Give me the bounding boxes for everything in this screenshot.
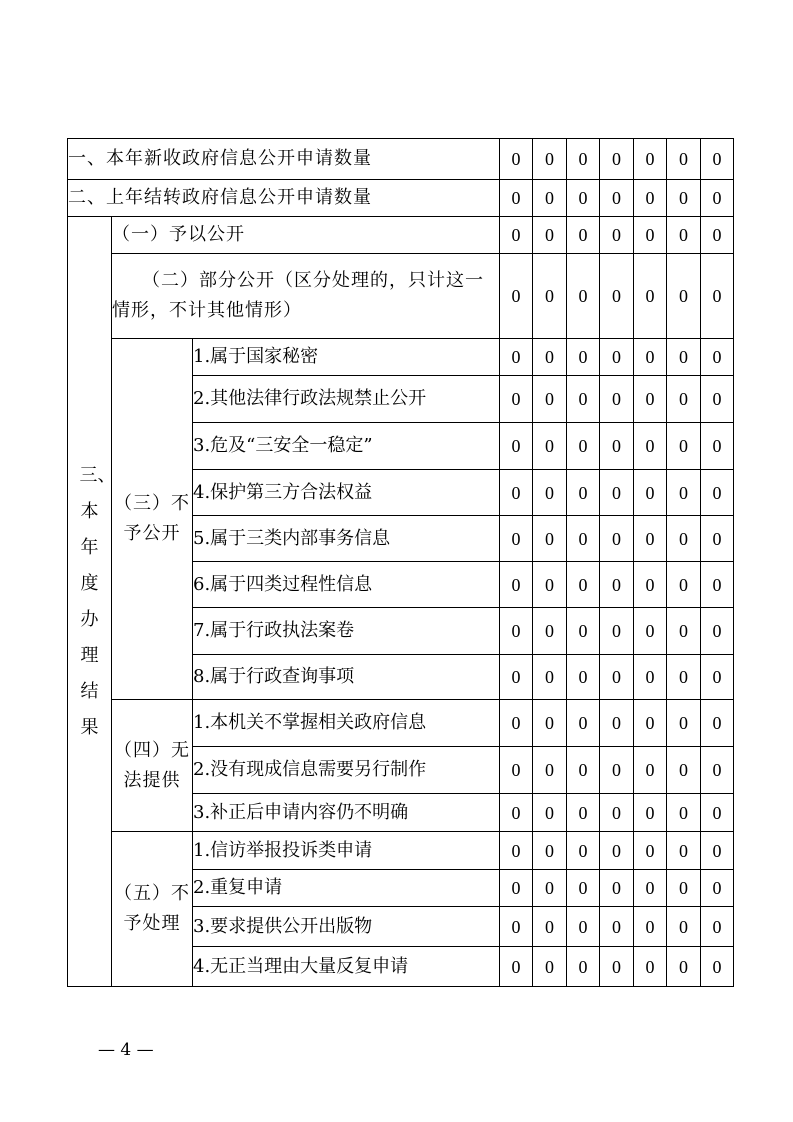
cell-value: 0 xyxy=(567,339,600,376)
row-label-refuse: 3.危及“三安全一稳定” xyxy=(193,423,500,470)
row-label-unable: 1.本机关不掌握相关政府信息 xyxy=(193,700,500,747)
cell-value: 0 xyxy=(567,794,600,832)
cell-value: 0 xyxy=(701,180,734,217)
row-label-refuse: 8.属于行政查询事项 xyxy=(193,655,500,700)
cell-value: 0 xyxy=(600,608,634,655)
cell-value: 0 xyxy=(533,139,567,180)
group-unable: （四）无法提供 xyxy=(112,700,193,832)
cell-value: 0 xyxy=(600,947,634,987)
cell-value: 0 xyxy=(500,470,533,516)
cell-value: 0 xyxy=(500,562,533,608)
row-label-not-processed: 2.重复申请 xyxy=(193,870,500,907)
cell-value: 0 xyxy=(634,376,667,423)
cell-value: 0 xyxy=(634,562,667,608)
cell-value: 0 xyxy=(533,608,567,655)
cell-value: 0 xyxy=(533,700,567,747)
cell-value: 0 xyxy=(500,516,533,562)
cell-value: 0 xyxy=(533,339,567,376)
page-number: — 4 — xyxy=(98,1040,154,1060)
cell-value: 0 xyxy=(567,217,600,254)
cell-value: 0 xyxy=(600,747,634,794)
cell-value: 0 xyxy=(667,655,701,700)
cell-value: 0 xyxy=(701,376,734,423)
cell-value: 0 xyxy=(567,562,600,608)
cell-value: 0 xyxy=(500,608,533,655)
cell-value: 0 xyxy=(600,870,634,907)
row-label-not-processed: 3.要求提供公开出版物 xyxy=(193,907,500,947)
cell-value: 0 xyxy=(533,794,567,832)
cell-value: 0 xyxy=(500,254,533,339)
cell-value: 0 xyxy=(667,139,701,180)
cell-value: 0 xyxy=(533,217,567,254)
cell-value: 0 xyxy=(701,516,734,562)
cell-value: 0 xyxy=(701,254,734,339)
cell-value: 0 xyxy=(600,180,634,217)
row-label-not-processed: 4.无正当理由大量反复申请 xyxy=(193,947,500,987)
cell-value: 0 xyxy=(600,470,634,516)
cell-value: 0 xyxy=(634,254,667,339)
cell-value: 0 xyxy=(567,870,600,907)
cell-value: 0 xyxy=(667,947,701,987)
cell-value: 0 xyxy=(533,516,567,562)
row-label-refuse: 5.属于三类内部事务信息 xyxy=(193,516,500,562)
cell-value: 0 xyxy=(667,376,701,423)
cell-value: 0 xyxy=(567,907,600,947)
cell-value: 0 xyxy=(533,747,567,794)
cell-value: 0 xyxy=(567,747,600,794)
group-refuse: （三）不予公开 xyxy=(112,339,193,700)
cell-value: 0 xyxy=(567,608,600,655)
cell-value: 0 xyxy=(600,339,634,376)
row-label-partial: （二）部分公开（区分处理的，只计这一情形，不计其他情形） xyxy=(112,254,500,339)
row-label-refuse: 4.保护第三方合法权益 xyxy=(193,470,500,516)
cell-value: 0 xyxy=(533,423,567,470)
cell-value: 0 xyxy=(567,139,600,180)
cell-value: 0 xyxy=(567,832,600,870)
cell-value: 0 xyxy=(600,139,634,180)
cell-value: 0 xyxy=(667,339,701,376)
cell-value: 0 xyxy=(500,339,533,376)
cell-value: 0 xyxy=(533,562,567,608)
cell-value: 0 xyxy=(567,376,600,423)
cell-value: 0 xyxy=(634,608,667,655)
cell-value: 0 xyxy=(533,655,567,700)
cell-value: 0 xyxy=(634,870,667,907)
cell-value: 0 xyxy=(500,139,533,180)
row-label-refuse: 1.属于国家秘密 xyxy=(193,339,500,376)
row-label-refuse: 7.属于行政执法案卷 xyxy=(193,608,500,655)
cell-value: 0 xyxy=(500,747,533,794)
cell-value: 0 xyxy=(533,907,567,947)
cell-value: 0 xyxy=(600,794,634,832)
cell-value: 0 xyxy=(600,907,634,947)
cell-value: 0 xyxy=(667,907,701,947)
cell-value: 0 xyxy=(634,947,667,987)
cell-value: 0 xyxy=(701,700,734,747)
cell-value: 0 xyxy=(600,254,634,339)
cell-value: 0 xyxy=(667,217,701,254)
row-label-unable: 2.没有现成信息需要另行制作 xyxy=(193,747,500,794)
cell-value: 0 xyxy=(634,516,667,562)
cell-value: 0 xyxy=(701,870,734,907)
cell-value: 0 xyxy=(533,376,567,423)
table-row xyxy=(68,339,734,376)
cell-value: 0 xyxy=(701,562,734,608)
cell-value: 0 xyxy=(701,608,734,655)
cell-value: 0 xyxy=(533,832,567,870)
cell-value: 0 xyxy=(634,217,667,254)
cell-value: 0 xyxy=(500,832,533,870)
disclosure-table xyxy=(67,138,734,987)
cell-value: 0 xyxy=(500,870,533,907)
cell-value: 0 xyxy=(667,700,701,747)
cell-value: 0 xyxy=(500,794,533,832)
cell-value: 0 xyxy=(701,217,734,254)
cell-value: 0 xyxy=(567,700,600,747)
cell-value: 0 xyxy=(667,562,701,608)
cell-value: 0 xyxy=(634,907,667,947)
cell-value: 0 xyxy=(600,516,634,562)
cell-value: 0 xyxy=(667,870,701,907)
cell-value: 0 xyxy=(567,470,600,516)
cell-value: 0 xyxy=(667,516,701,562)
cell-value: 0 xyxy=(600,832,634,870)
cell-value: 0 xyxy=(500,655,533,700)
row-label-not-processed: 1.信访举报投诉类申请 xyxy=(193,832,500,870)
table-row xyxy=(68,217,734,254)
cell-value: 0 xyxy=(567,516,600,562)
cell-value: 0 xyxy=(634,423,667,470)
cell-value: 0 xyxy=(600,700,634,747)
cell-value: 0 xyxy=(533,180,567,217)
cell-value: 0 xyxy=(634,747,667,794)
table-row xyxy=(68,832,734,870)
cell-value: 0 xyxy=(533,870,567,907)
cell-value: 0 xyxy=(500,907,533,947)
cell-value: 0 xyxy=(701,747,734,794)
section-3-title: 三、本年度办理结果 xyxy=(79,464,116,738)
cell-value: 0 xyxy=(567,947,600,987)
cell-value: 0 xyxy=(701,947,734,987)
cell-value: 0 xyxy=(500,700,533,747)
cell-value: 0 xyxy=(701,470,734,516)
cell-value: 0 xyxy=(667,832,701,870)
cell-value: 0 xyxy=(667,747,701,794)
cell-value: 0 xyxy=(533,470,567,516)
cell-value: 0 xyxy=(567,254,600,339)
cell-value: 0 xyxy=(667,254,701,339)
cell-value: 0 xyxy=(634,470,667,516)
cell-value: 0 xyxy=(600,423,634,470)
cell-value: 0 xyxy=(634,339,667,376)
section-3-title-cell xyxy=(68,217,116,987)
cell-value: 0 xyxy=(500,217,533,254)
cell-value: 0 xyxy=(600,655,634,700)
cell-value: 0 xyxy=(701,832,734,870)
row-label-refuse: 2.其他法律行政法规禁止公开 xyxy=(193,376,500,423)
group-not-processed: （五）不予处理 xyxy=(112,832,193,987)
cell-value: 0 xyxy=(500,947,533,987)
cell-value: 0 xyxy=(634,794,667,832)
cell-value: 0 xyxy=(701,423,734,470)
row-label-new-applications: 一、本年新收政府信息公开申请数量 xyxy=(68,139,500,180)
cell-value: 0 xyxy=(667,423,701,470)
table-row xyxy=(68,254,734,339)
row-label-refuse: 6.属于四类过程性信息 xyxy=(193,562,500,608)
cell-value: 0 xyxy=(701,794,734,832)
cell-value: 0 xyxy=(567,423,600,470)
cell-value: 0 xyxy=(701,655,734,700)
cell-value: 0 xyxy=(634,180,667,217)
cell-value: 0 xyxy=(533,254,567,339)
cell-value: 0 xyxy=(600,562,634,608)
cell-value: 0 xyxy=(667,470,701,516)
cell-value: 0 xyxy=(667,180,701,217)
table-row xyxy=(68,700,734,747)
cell-value: 0 xyxy=(500,180,533,217)
cell-value: 0 xyxy=(634,832,667,870)
row-label-carried-over: 二、上年结转政府信息公开申请数量 xyxy=(68,180,500,217)
cell-value: 0 xyxy=(634,700,667,747)
cell-value: 0 xyxy=(500,376,533,423)
cell-value: 0 xyxy=(600,217,634,254)
cell-value: 0 xyxy=(634,139,667,180)
cell-value: 0 xyxy=(701,339,734,376)
table-row xyxy=(68,180,734,217)
cell-value: 0 xyxy=(667,794,701,832)
table-row xyxy=(68,139,734,180)
cell-value: 0 xyxy=(634,655,667,700)
cell-value: 0 xyxy=(600,376,634,423)
cell-value: 0 xyxy=(533,947,567,987)
cell-value: 0 xyxy=(500,423,533,470)
cell-value: 0 xyxy=(701,139,734,180)
cell-value: 0 xyxy=(567,655,600,700)
cell-value: 0 xyxy=(567,180,600,217)
row-label-disclosed: （一）予以公开 xyxy=(112,217,500,254)
cell-value: 0 xyxy=(701,907,734,947)
cell-value: 0 xyxy=(667,608,701,655)
row-label-unable: 3.补正后申请内容仍不明确 xyxy=(193,794,500,832)
